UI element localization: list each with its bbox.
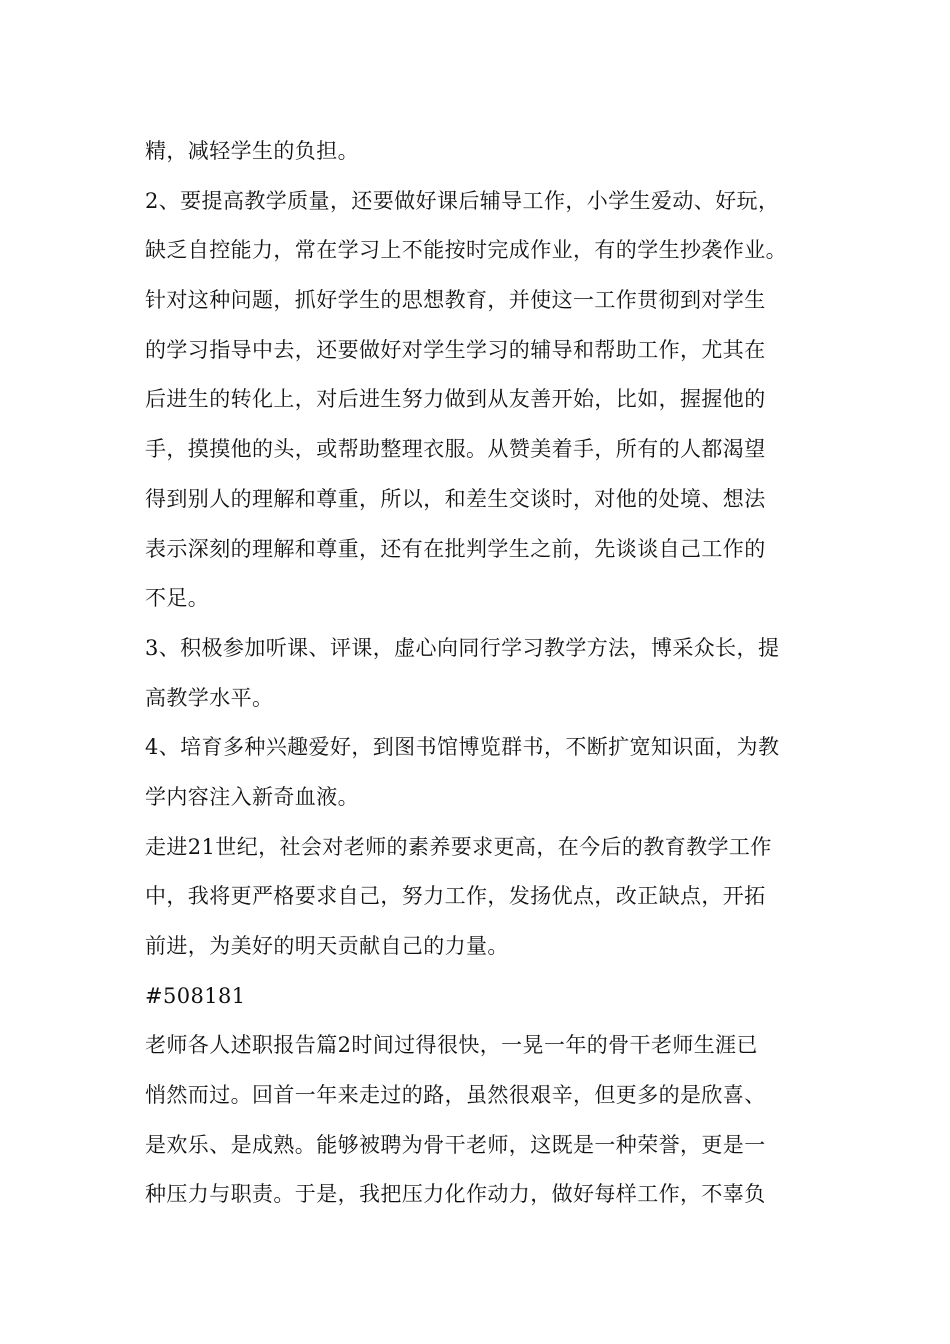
text-line: 不足。 bbox=[145, 586, 210, 611]
text-line: 高教学水平。 bbox=[145, 685, 274, 710]
text-line: 前进，为美好的明天贡献自己的力量。 bbox=[145, 934, 509, 958]
text-line: 是欢乐、是成熟。能够被聘为骨干老师，这既是一种荣誉，更是一 bbox=[145, 1132, 766, 1157]
text-line: 的学习指导中去，还要做好对学生学习的辅导和帮助工作，尤其在 bbox=[145, 337, 766, 362]
text-line: 2、要提高教学质量，还要做好课后辅导工作，小学生爱动、好玩， bbox=[145, 188, 780, 213]
text-line: 中，我将更严格要求自己，努力工作，发扬优点，改正缺点，开拓 bbox=[145, 884, 766, 909]
document-id: #508181 bbox=[145, 983, 246, 1008]
text-line: 得到别人的理解和尊重，所以，和差生交谈时，对他的处境、想法 bbox=[145, 486, 766, 511]
text-line: 手，摸摸他的头，或帮助整理衣服。从赞美着手，所有的人都渴望 bbox=[145, 437, 766, 462]
text-line: 学内容注入新奇血液。 bbox=[145, 784, 359, 809]
text-line: 缺乏自控能力，常在学习上不能按时完成作业，有的学生抄袭作业。 bbox=[145, 238, 787, 263]
text-line: 表示深刻的理解和尊重，还有在批判学生之前，先谈谈自己工作的 bbox=[145, 536, 766, 561]
text-line: 精，减轻学生的负担。 bbox=[145, 139, 359, 163]
text-line: 4、培育多种兴趣爱好，到图书馆博览群书，不断扩宽知识面，为教 bbox=[145, 735, 780, 760]
text-line: 3、积极参加听课、评课，虚心向同行学习教学方法，博采众长，提 bbox=[145, 635, 780, 660]
text-line: 走进21世纪，社会对老师的素养要求更高，在今后的教育教学工作 bbox=[145, 834, 772, 859]
text-line: 悄然而过。回首一年来走过的路，虽然很艰辛，但更多的是欣喜、 bbox=[145, 1083, 766, 1108]
text-line: 老师各人述职报告篇2时间过得很快，一晃一年的骨干老师生涯已 bbox=[145, 1033, 758, 1058]
document-page bbox=[145, 127, 825, 1220]
text-line: 后进生的转化上，对后进生努力做到从友善开始，比如，握握他的 bbox=[145, 387, 766, 412]
text-line: 针对这种问题，抓好学生的思想教育，并使这一工作贯彻到对学生 bbox=[145, 288, 766, 313]
text-line: 种压力与职责。于是，我把压力化作动力，做好每样工作，不辜负 bbox=[145, 1182, 766, 1207]
